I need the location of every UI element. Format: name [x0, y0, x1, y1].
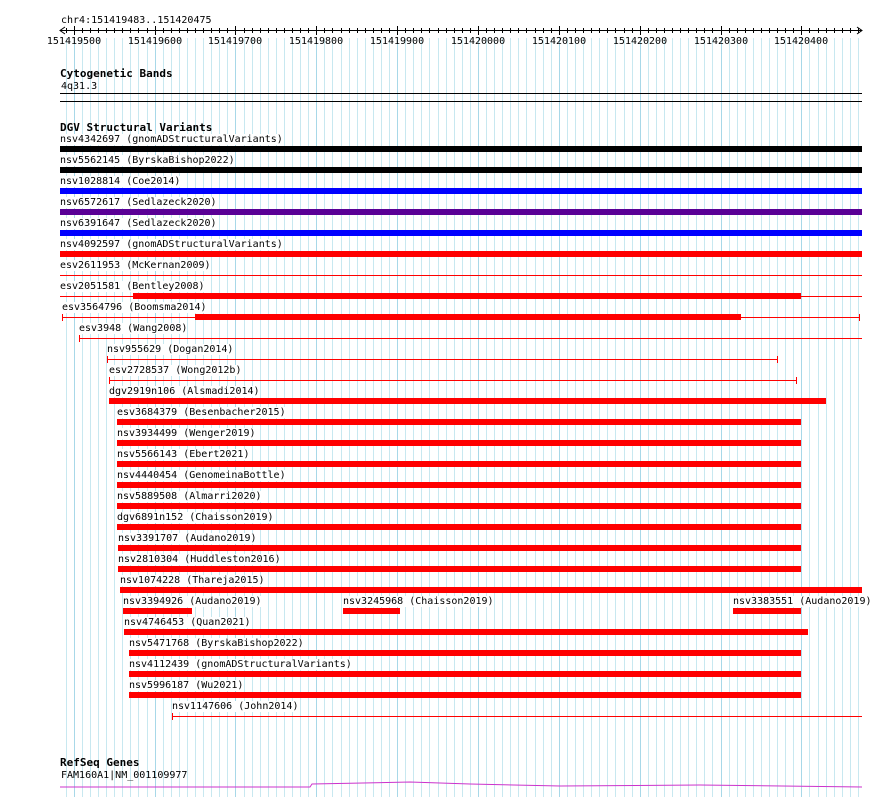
variant-cap-left: [172, 713, 173, 720]
variant-id[interactable]: nsv955629: [107, 344, 162, 355]
variant-label[interactable]: nsv3383551 (Audano2019): [733, 596, 872, 607]
variant-label[interactable]: nsv1147606 (John2014): [172, 701, 299, 712]
variant-label[interactable]: nsv4112439 (gnomADStructuralVariants): [129, 659, 352, 670]
ruler-tick-label: 151420000: [450, 36, 506, 47]
variant-label[interactable]: nsv4342697 (gnomADStructuralVariants): [60, 134, 283, 145]
variant-study: ByrskaBishop2022: [132, 155, 229, 166]
variant-id[interactable]: esv3948: [79, 323, 122, 334]
variant-label[interactable]: nsv6391647 (Sedlazeck2020): [60, 218, 217, 229]
variant-bar[interactable]: [733, 608, 801, 614]
ruler-tick-label: 151420100: [531, 36, 587, 47]
variant-bar[interactable]: [343, 608, 400, 614]
ruler-tick-label: 151420400: [773, 36, 829, 47]
variant-bar[interactable]: [118, 545, 801, 551]
variant-study: Coe2014: [132, 176, 175, 187]
variant-study: Wu2021: [201, 680, 238, 691]
variant-study: Thareja2015: [192, 575, 259, 586]
gene-intron-line[interactable]: [60, 782, 862, 787]
variant-label[interactable]: nsv1074228 (Thareja2015): [120, 575, 265, 586]
variant-cap-left: [62, 314, 63, 321]
variant-bar[interactable]: [117, 440, 801, 446]
cytoband-track-title[interactable]: Cytogenetic Bands: [60, 67, 173, 80]
variant-cap-left: [109, 377, 110, 384]
variant-study: gnomADStructuralVariants: [201, 659, 346, 670]
variant-study: Almarri2020: [189, 491, 256, 502]
variant-label[interactable]: nsv5471768 (ByrskaBishop2022): [129, 638, 304, 649]
variant-label[interactable]: nsv3394926 (Audano2019): [123, 596, 262, 607]
variant-label[interactable]: esv3948 (Wang2008): [79, 323, 188, 334]
variant-id[interactable]: nsv1147606: [172, 701, 233, 712]
variant-bar[interactable]: [118, 566, 801, 572]
variant-study: Huddleston2016: [190, 554, 275, 565]
variant-id[interactable]: nsv3383551: [733, 596, 794, 607]
variant-span-line[interactable]: [107, 359, 778, 360]
dgv-track-title[interactable]: DGV Structural Variants: [60, 121, 213, 134]
variant-bar[interactable]: [60, 188, 862, 194]
variant-id[interactable]: nsv5566143: [117, 449, 178, 460]
refseq-track-title[interactable]: RefSeq Genes: [60, 756, 140, 769]
variant-study: Dogan2014: [173, 344, 228, 355]
variant-label[interactable]: esv3564796 (Boomsma2014): [62, 302, 207, 313]
variant-label[interactable]: nsv5889508 (Almarri2020): [117, 491, 262, 502]
cytoband-line-bottom: [60, 101, 862, 102]
variant-id[interactable]: nsv5889508: [117, 491, 178, 502]
variant-id[interactable]: nsv5471768: [129, 638, 190, 649]
variant-id[interactable]: nsv4342697: [60, 134, 121, 145]
variant-label[interactable]: nsv2810304 (Huddleston2016): [118, 554, 281, 565]
variant-bar[interactable]: [117, 503, 801, 509]
variant-study: Audano2019: [195, 596, 256, 607]
variant-bar[interactable]: [60, 209, 862, 215]
variant-bar[interactable]: [123, 608, 192, 614]
variant-id[interactable]: nsv3391707: [118, 533, 179, 544]
variant-study: GenomeinaBottle: [189, 470, 280, 481]
variant-id[interactable]: nsv2810304: [118, 554, 179, 565]
variant-id[interactable]: nsv4440454: [117, 470, 178, 481]
variant-cap-right: [796, 377, 797, 384]
variant-id[interactable]: nsv3245968: [343, 596, 404, 607]
ruler-tick-label: 151419500: [46, 36, 102, 47]
variant-label[interactable]: esv2728537 (Wong2012b): [109, 365, 242, 376]
variant-label[interactable]: nsv1028814 (Coe2014): [60, 176, 181, 187]
variant-id[interactable]: esv2728537: [109, 365, 170, 376]
variant-bar[interactable]: [109, 398, 826, 404]
variant-id[interactable]: nsv4112439: [129, 659, 190, 670]
variant-label[interactable]: nsv5562145 (ByrskaBishop2022): [60, 155, 235, 166]
ruler-tick-label: 151419600: [127, 36, 183, 47]
variant-study: gnomADStructuralVariants: [132, 134, 277, 145]
variant-bar[interactable]: [60, 167, 862, 173]
variant-id[interactable]: esv2611953: [60, 260, 121, 271]
variant-cap-left: [107, 356, 108, 363]
variant-cap-right: [777, 356, 778, 363]
variant-cap-right: [859, 314, 860, 321]
variant-id[interactable]: nsv3394926: [123, 596, 184, 607]
refseq-gene-label[interactable]: FAM160A1|NM_001109977: [61, 770, 188, 781]
variant-label[interactable]: dgv6891n152 (Chaisson2019): [117, 512, 274, 523]
variant-label[interactable]: nsv4092597 (gnomADStructuralVariants): [60, 239, 283, 250]
variant-id[interactable]: nsv4092597: [60, 239, 121, 250]
ruler-coordinates: chr4:151419483..151420475: [61, 15, 212, 26]
variant-study: Sedlazeck2020: [132, 218, 211, 229]
ruler-tick-label: 151420300: [693, 36, 749, 47]
variant-bar[interactable]: [117, 419, 801, 425]
variant-cap-left: [79, 335, 80, 342]
variant-study: Ebert2021: [189, 449, 244, 460]
ruler-tick-label: 151420200: [612, 36, 668, 47]
variant-study: Boomsma2014: [134, 302, 201, 313]
variant-label[interactable]: esv3684379 (Besenbacher2015): [117, 407, 286, 418]
variant-bar[interactable]: [117, 482, 801, 488]
variant-study: Chaisson2019: [195, 512, 268, 523]
variant-label[interactable]: nsv5566143 (Ebert2021): [117, 449, 250, 460]
variant-id[interactable]: nsv5996187: [129, 680, 190, 691]
variant-bar[interactable]: [124, 629, 808, 635]
variant-id[interactable]: nsv3934499: [117, 428, 178, 439]
variant-id[interactable]: nsv5562145: [60, 155, 121, 166]
variant-bar[interactable]: [117, 524, 801, 530]
variant-label[interactable]: esv2611953 (McKernan2009): [60, 260, 211, 271]
variant-label[interactable]: nsv3391707 (Audano2019): [118, 533, 257, 544]
variant-study: Chaisson2019: [415, 596, 488, 607]
variant-span-line[interactable]: [172, 716, 862, 717]
variant-study: Wong2012b: [181, 365, 236, 376]
variant-label[interactable]: nsv5996187 (Wu2021): [129, 680, 244, 691]
variant-bar[interactable]: [129, 650, 801, 656]
variant-id[interactable]: dgv6891n152: [117, 512, 184, 523]
cytoband-line-top: [60, 93, 862, 94]
variant-study: ByrskaBishop2022: [201, 638, 298, 649]
variant-study: Audano2019: [805, 596, 866, 607]
variant-id[interactable]: dgv2919n106: [109, 386, 176, 397]
ruler-scale[interactable]: [0, 24, 890, 36]
variant-study: John2014: [244, 701, 293, 712]
variant-study: Wenger2019: [189, 428, 250, 439]
variant-id[interactable]: esv3684379: [117, 407, 178, 418]
variant-id[interactable]: esv3564796: [62, 302, 123, 313]
variant-id[interactable]: esv2051581: [60, 281, 121, 292]
ruler-tick-label: 151419900: [369, 36, 425, 47]
cytoband-label[interactable]: 4q31.3: [61, 81, 98, 92]
variant-id[interactable]: nsv1028814: [60, 176, 121, 187]
variant-label[interactable]: nsv3934499 (Wenger2019): [117, 428, 256, 439]
variant-bar[interactable]: [133, 293, 801, 299]
variant-label[interactable]: nsv6572617 (Sedlazeck2020): [60, 197, 217, 208]
variant-id[interactable]: nsv1074228: [120, 575, 181, 586]
refseq-gene-model[interactable]: [0, 778, 890, 797]
variant-bar[interactable]: [60, 251, 862, 257]
variant-study: Quan2021: [196, 617, 245, 628]
variant-bar[interactable]: [117, 461, 801, 467]
variant-study: Alsmadi2014: [187, 386, 254, 397]
variant-bar[interactable]: [129, 671, 801, 677]
variant-study: Audano2019: [190, 533, 251, 544]
variant-study: Wang2008: [133, 323, 182, 334]
variant-label[interactable]: nsv955629 (Dogan2014): [107, 344, 234, 355]
variant-id[interactable]: nsv6572617: [60, 197, 121, 208]
variant-bar[interactable]: [195, 314, 741, 320]
variant-label[interactable]: nsv4440454 (GenomeinaBottle): [117, 470, 286, 481]
ruler-tick-label: 151419700: [207, 36, 263, 47]
variant-span-line[interactable]: [109, 380, 797, 381]
variant-bar[interactable]: [60, 230, 862, 236]
variant-bar[interactable]: [129, 692, 801, 698]
variant-span-line[interactable]: [79, 338, 862, 339]
variant-label[interactable]: nsv3245968 (Chaisson2019): [343, 596, 494, 607]
variant-label[interactable]: esv2051581 (Bentley2008): [60, 281, 205, 292]
variant-id[interactable]: nsv4746453: [124, 617, 185, 628]
variant-label[interactable]: dgv2919n106 (Alsmadi2014): [109, 386, 260, 397]
variant-study: McKernan2009: [132, 260, 205, 271]
variant-study: gnomADStructuralVariants: [132, 239, 277, 250]
variant-bar[interactable]: [120, 587, 862, 593]
ruler-tick-label: 151419800: [288, 36, 344, 47]
variant-span-line[interactable]: [60, 275, 862, 276]
variant-label[interactable]: nsv4746453 (Quan2021): [124, 617, 251, 628]
variant-study: Sedlazeck2020: [132, 197, 211, 208]
variant-id[interactable]: nsv6391647: [60, 218, 121, 229]
variant-bar[interactable]: [60, 146, 862, 152]
variant-study: Besenbacher2015: [189, 407, 280, 418]
variant-study: Bentley2008: [132, 281, 199, 292]
